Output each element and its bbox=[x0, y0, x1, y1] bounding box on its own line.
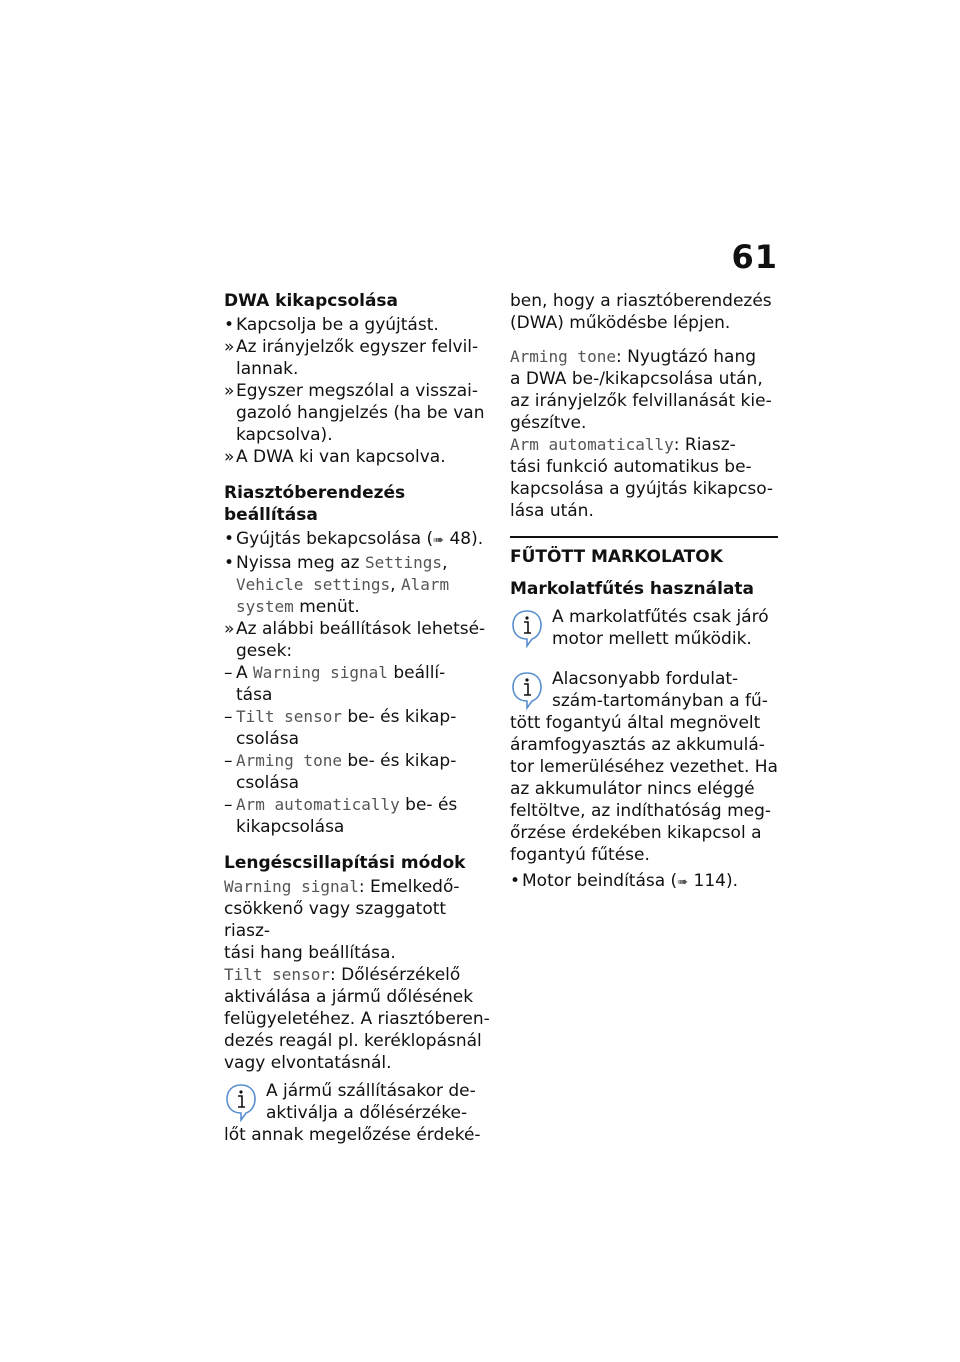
info-icon bbox=[224, 1082, 258, 1122]
menu-alarm-system: Alarm bbox=[400, 575, 450, 594]
paragraph: Arming tone: Nyugtázó hang a DWA be-/kikapcsolása után, az irányjelzők felvillanását kie- gészítve. bbox=[510, 347, 772, 433]
info-note: Alacsonyabb fordulat- szám-tartományban a fű- tött fogantyú által megnövelt áramfogyasztás az akkumulá- tor lemerüléséhez vezethet. Ha az akkumulátor nincs eléggé feltöltve, az indíthatóság meg- őrzése érdekében kikapcsol a fogantyú fűtése. bbox=[510, 669, 778, 865]
paragraph: Tilt sensor: Dőlésérzékelő aktiválása a jármű dőlésének felügyeletéhez. A riasztóberen- dezés reagál pl. keréklopásnál vagy elvontatásnál. bbox=[224, 965, 490, 1073]
bullet-item: • Motor beindítása (➠ 114). bbox=[510, 871, 738, 891]
bullet-icon: • bbox=[224, 315, 235, 335]
dash-icon: – bbox=[224, 795, 233, 815]
bullet-item: • Nyissa meg az Settings, Vehicle settings, Alarm system menüt. bbox=[224, 553, 450, 617]
heading-grip-heating: Markolatfűtés használata bbox=[510, 579, 754, 599]
info-icon bbox=[510, 670, 544, 710]
page-reference[interactable]: 48). bbox=[449, 529, 484, 549]
bullet-icon: • bbox=[510, 871, 521, 891]
paragraph: Warning signal: Emelkedő- csökkenő vagy szaggatott riasz- tási hang beállítása. bbox=[224, 877, 460, 963]
dash-icon: – bbox=[224, 751, 233, 771]
result-icon: » bbox=[224, 381, 235, 401]
result-item: » Az irányjelzők egyszer felvil- lannak. bbox=[224, 337, 479, 379]
option-item: – Tilt sensor be- és kikap- csolása bbox=[224, 707, 457, 749]
result-icon: » bbox=[224, 619, 235, 639]
result-icon: » bbox=[224, 447, 235, 467]
dash-icon: – bbox=[224, 707, 233, 727]
result-icon: » bbox=[224, 337, 235, 357]
option-item: – A Warning signal beállí- tása bbox=[224, 663, 446, 705]
ref-arrow-icon: ➠ bbox=[433, 533, 445, 548]
paragraph: ben, hogy a riasztóberendezés (DWA) működésbe lépjen. bbox=[510, 291, 772, 333]
option-item: – Arming tone be- és kikap- csolása bbox=[224, 751, 457, 793]
bullet-item: • Kapcsolja be a gyújtást. bbox=[224, 315, 439, 335]
ref-arrow-icon: ➠ bbox=[677, 875, 689, 890]
result-item: » A DWA ki van kapcsolva. bbox=[224, 447, 446, 467]
result-item: » Egyszer megszólal a visszai- gazoló hangjelzés (ha be van kapcsolva). bbox=[224, 381, 485, 445]
info-note: A jármű szállításakor de- aktiválja a dőlésérzéke- lőt annak megelőzése érdeké- bbox=[224, 1081, 481, 1145]
section-divider bbox=[510, 536, 778, 538]
dash-icon: – bbox=[224, 663, 233, 683]
paragraph: Arm automatically: Riasz- tási funkció automatikus be- kapcsolása a gyújtás kikapcso- lása után. bbox=[510, 435, 774, 521]
heading-damping-modes: Lengéscsillapítási módok bbox=[224, 853, 466, 873]
info-icon bbox=[510, 608, 544, 648]
heading-alarm-settings: Riasztóberendezés beállítása bbox=[224, 483, 406, 525]
info-note: A markolatfűtés csak járó motor mellett működik. bbox=[510, 606, 778, 650]
option-item: – Arm automatically be- és kikapcsolása bbox=[224, 795, 458, 837]
menu-settings: Settings bbox=[365, 553, 443, 572]
page-number: 61 bbox=[731, 238, 778, 276]
left-column bbox=[224, 290, 492, 1146]
bullet-item: • Gyújtás bekapcsolása (➠ 48). bbox=[224, 529, 484, 549]
heading-dwa-off: DWA kikapcsolása bbox=[224, 291, 399, 311]
section-title: FŰTÖTT MARKOLATOK bbox=[510, 547, 723, 567]
bullet-icon: • bbox=[224, 553, 235, 573]
page-reference[interactable]: 114). bbox=[693, 871, 738, 891]
result-item: » Az alábbi beállítások lehetsé- gesek: bbox=[224, 619, 486, 661]
bullet-icon: • bbox=[224, 529, 235, 549]
right-column bbox=[510, 290, 778, 894]
menu-vehicle-settings: Vehicle settings bbox=[236, 575, 391, 594]
